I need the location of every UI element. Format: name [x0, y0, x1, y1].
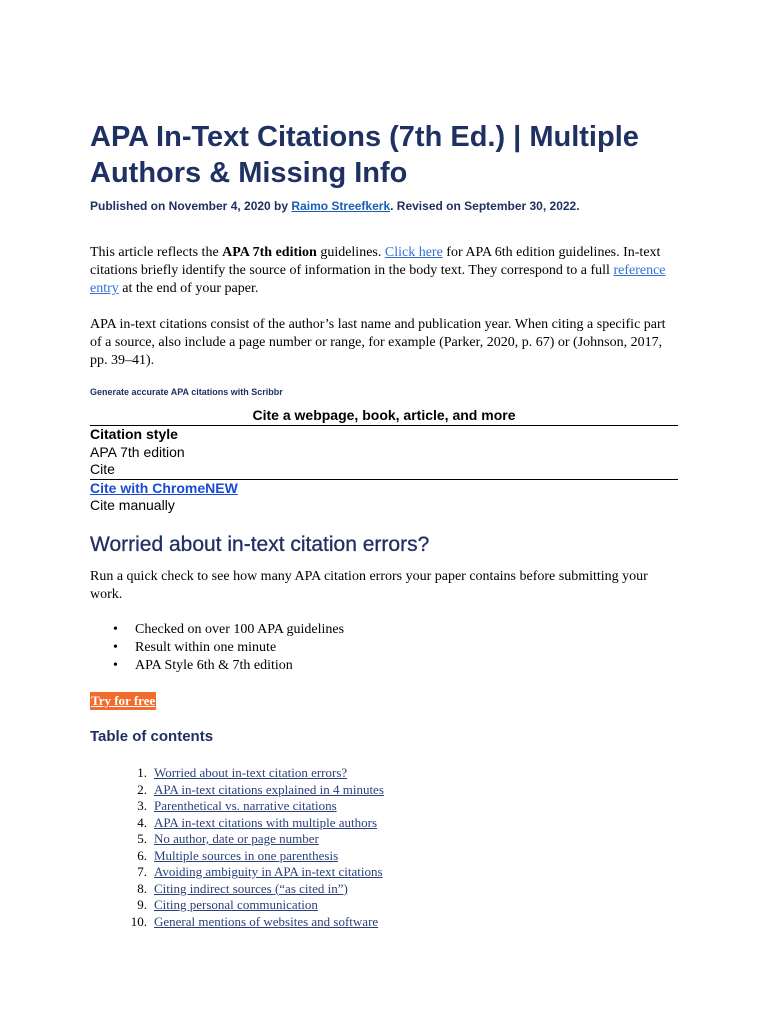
list-item-label: Result within one minute: [135, 640, 277, 655]
toc-item: [90, 848, 384, 865]
cite-with-chrome-row: [90, 480, 678, 498]
toc-number: 6.: [137, 847, 147, 863]
intro-paragraph: [90, 244, 680, 298]
toc-link[interactable]: Citing personal communication: [154, 897, 318, 912]
toc-item: [90, 765, 384, 782]
list-item-label: APA Style 6th & 7th edition: [135, 658, 293, 673]
bullet-icon: •: [113, 622, 118, 637]
toc-number: 1.: [137, 765, 147, 780]
table-of-contents: [90, 765, 384, 930]
toc-item: [90, 881, 384, 898]
errors-section-heading: Worried about in-text citation errors?: [90, 533, 430, 556]
reference-entry-link[interactable]: reference entry: [90, 263, 666, 296]
intro-text: This article reflects the: [90, 245, 223, 260]
toc-link[interactable]: Citing indirect sources (“as cited in”): [154, 880, 348, 896]
published-date: Published on November 4, 2020 by: [90, 199, 292, 213]
revised-date: . Revised on September 30, 2022.: [390, 199, 580, 213]
list-item: [90, 621, 344, 639]
bullet-icon: •: [113, 640, 118, 655]
toc-number: 9.: [137, 897, 147, 912]
try-for-free-button[interactable]: Try for free: [91, 693, 156, 708]
toc-number: 4.: [137, 814, 147, 830]
toc-item: [90, 798, 384, 815]
publication-meta: [90, 198, 690, 214]
bullet-icon: •: [113, 658, 118, 673]
toc-link[interactable]: Multiple sources in one parenthesis: [154, 847, 339, 863]
toc-link[interactable]: Parenthetical vs. narrative citations: [154, 798, 337, 813]
toc-link[interactable]: APA in-text citations with multiple authors: [154, 814, 378, 830]
cite-manually-button[interactable]: Cite manually: [90, 497, 175, 513]
chrome-link-label: Cite with Chrome: [90, 479, 206, 496]
toc-number: 10.: [130, 913, 147, 929]
toc-item: [90, 815, 384, 832]
toc-number: 7.: [137, 864, 147, 879]
list-item: [90, 639, 344, 657]
toc-number: 5.: [137, 831, 147, 846]
intro-text: guidelines.: [316, 245, 385, 260]
toc-link[interactable]: General mentions of websites and software: [154, 913, 379, 929]
toc-heading: Table of contents: [90, 728, 214, 745]
citation-style-select[interactable]: APA 7th edition: [90, 443, 185, 460]
new-badge: NEW: [205, 479, 238, 496]
toc-number: 8.: [137, 880, 147, 896]
citation-generator-widget: [90, 406, 678, 515]
list-item-label: Checked on over 100 APA guidelines: [135, 622, 345, 637]
cite-widget-heading: Cite a webpage, book, article, and more: [90, 406, 678, 426]
cite-with-chrome-link[interactable]: [90, 480, 238, 496]
intro-text: at the end of your paper.: [118, 281, 259, 296]
toc-link[interactable]: APA in-text citations explained in 4 minutes: [154, 781, 384, 797]
toc-item: [90, 831, 384, 848]
errors-section-body: Run a quick check to see how many APA citation errors your paper contains before submitting your work.: [90, 569, 648, 602]
author-link[interactable]: Raimo Streefkerk: [291, 199, 391, 213]
toc-item: [90, 914, 384, 931]
toc-item: [90, 864, 384, 881]
toc-item: [90, 782, 384, 799]
toc-link[interactable]: Avoiding ambiguity in APA in-text citations: [154, 864, 383, 879]
toc-link[interactable]: No author, date or page number: [154, 831, 319, 846]
cite-tab[interactable]: Cite: [90, 461, 678, 480]
toc-number: 3.: [137, 798, 147, 813]
intro-bold: APA 7th edition: [222, 245, 317, 260]
list-item: [90, 657, 344, 675]
page-title: APA In-Text Citations (7th Ed.) | Multiple Authors & Missing Info: [90, 121, 639, 189]
citation-style-label: Citation style: [90, 426, 178, 442]
intro-text: for APA 6th edition guidelines. In-text citations briefly identify the source of information in the body text. They correspond to a full: [90, 245, 661, 278]
overview-paragraph: APA in-text citations consist of the author’s last name and publication year. When citing a specific part of a source, also include a page number or range, for example (Parker, 2020, p. 67) or (Johnson, 2017, pp. 39–41).: [90, 317, 666, 368]
click-here-link[interactable]: Click here: [384, 245, 443, 260]
toc-number: 2.: [137, 781, 147, 797]
toc-item: [90, 897, 384, 914]
toc-link[interactable]: Worried about in-text citation errors?: [154, 765, 348, 780]
feature-list: [90, 621, 344, 675]
citation-generator-promo: Generate accurate APA citations with Scribbr: [90, 387, 283, 397]
